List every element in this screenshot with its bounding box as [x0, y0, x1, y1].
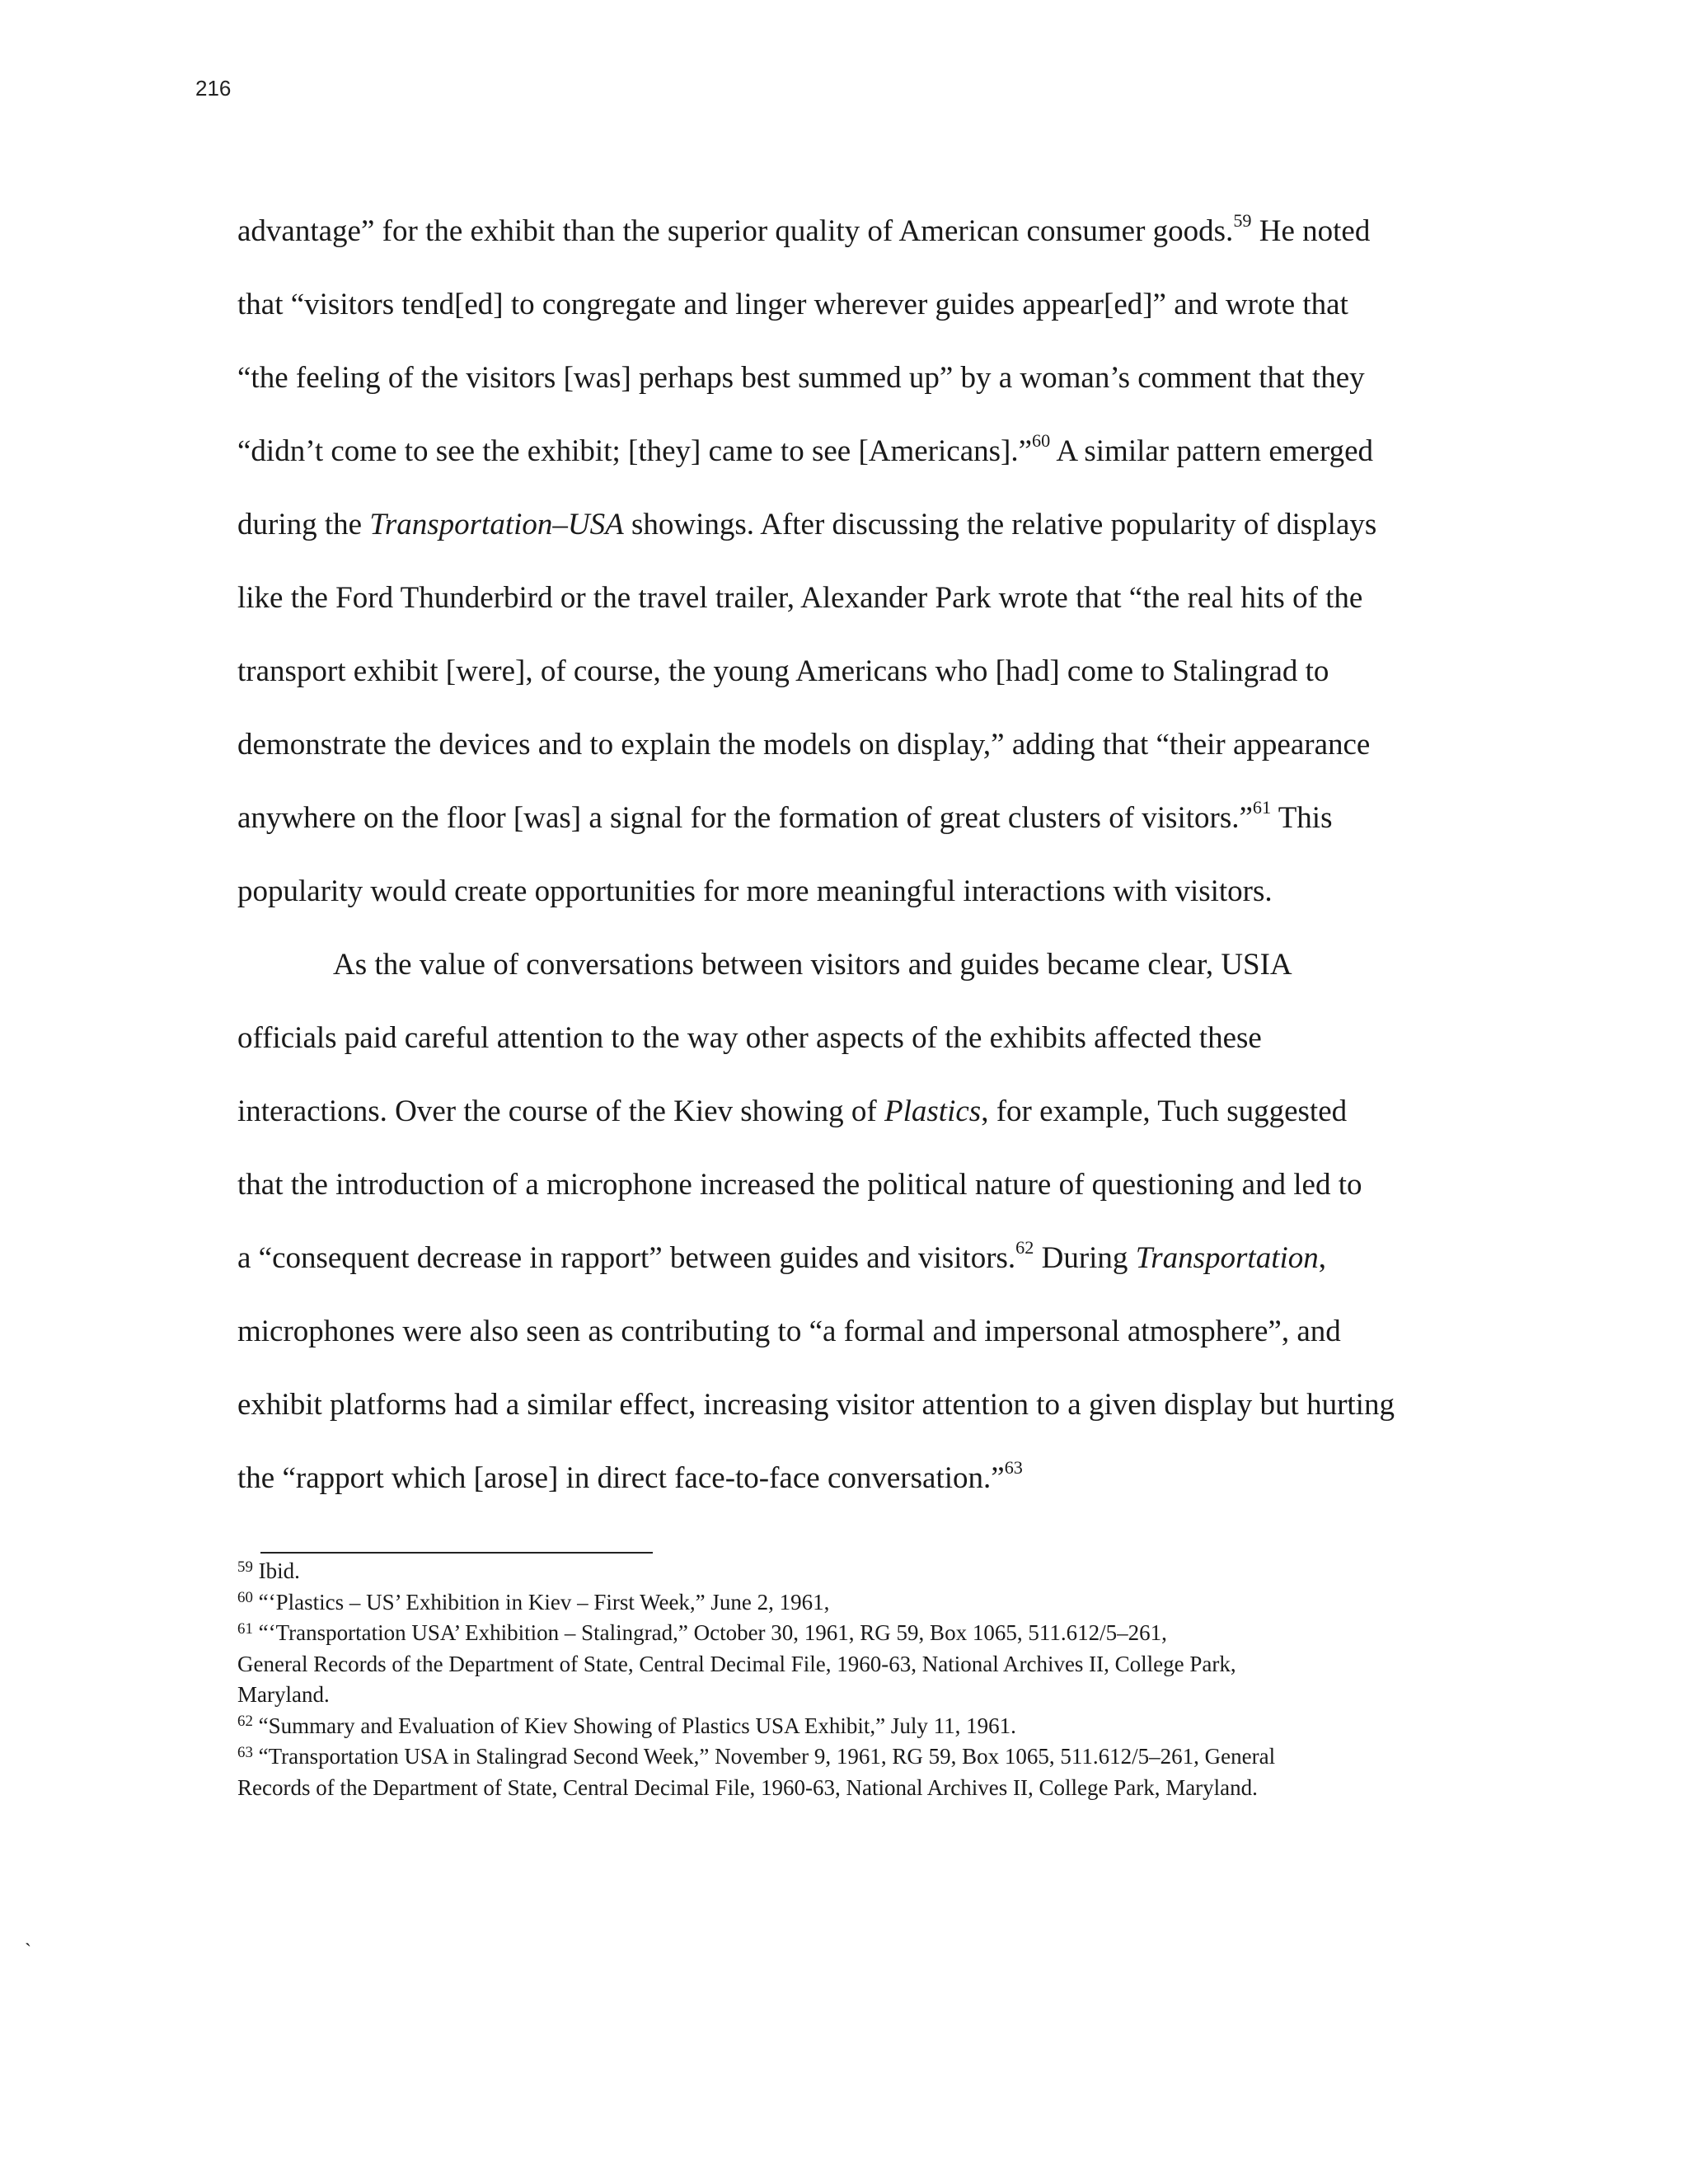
footnotes [237, 1556, 1449, 1803]
body-line [237, 488, 1449, 561]
footnote-line [237, 1711, 1449, 1742]
body-text [237, 194, 1449, 1515]
text-run: Ibid. [252, 1558, 300, 1583]
text-run: transport exhibit [were], of course, the young Americans who [had] come to Stalingrad to [237, 654, 1329, 688]
text-run: the “rapport which [arose] in direct face-to-face conversation.” [237, 1461, 1005, 1495]
text-run: , [1318, 1241, 1327, 1275]
text-run: As the value of conversations between visitors and guides became clear, USIA [333, 948, 1292, 982]
text-run: “Summary and Evaluation of Kiev Showing of Plastics USA Exhibit,” July 11, 1961. [252, 1713, 1016, 1738]
body-line [237, 1001, 1449, 1075]
body-line [237, 561, 1449, 635]
text-run: He noted [1251, 214, 1371, 248]
footnote-marker: 63 [237, 1743, 253, 1761]
footnote-line [237, 1618, 1449, 1649]
footnote-line [237, 1649, 1449, 1680]
body-line [237, 855, 1449, 928]
footnote-marker: 62 [237, 1713, 253, 1730]
body-line [237, 635, 1449, 708]
body-line [237, 1075, 1449, 1148]
body-line [237, 194, 1449, 268]
footnote-marker: 63 [1004, 1457, 1023, 1479]
text-run: Records of the Department of State, Central Decimal File, 1960-63, National Archives II, College Park, Maryland. [237, 1774, 1258, 1800]
footnote-line [237, 1773, 1449, 1804]
text-run: “didn’t come to see the exhibit; [they] came to see [Americans].” [237, 434, 1033, 468]
body-line [237, 415, 1449, 488]
footnote-marker: 61 [237, 1619, 253, 1638]
text-run: anywhere on the floor [was] a signal for the formation of great clusters of visitors.” [237, 801, 1253, 835]
italic-title: Transportation–USA [369, 508, 624, 541]
stray-mark: ` [25, 1941, 31, 1962]
body-line [237, 341, 1449, 415]
text-run: officials paid careful attention to the way other aspects of the exhibits affected these [237, 1021, 1262, 1055]
footnote-marker: 60 [237, 1589, 253, 1606]
body-line [237, 1295, 1449, 1368]
footnote-separator [260, 1552, 653, 1554]
footnote-marker: 60 [1032, 430, 1051, 452]
text-run: This [1271, 801, 1333, 835]
italic-title: Plastics [884, 1094, 982, 1128]
text-run: showings. After discussing the relative popularity of displays [623, 508, 1377, 541]
body-line [237, 1221, 1449, 1295]
body-line [237, 928, 1449, 1001]
text-run: microphones were also seen as contributing to “a formal and impersonal atmosphere”, and [237, 1315, 1341, 1348]
text-run: During [1034, 1241, 1136, 1275]
footnote-line [237, 1587, 1449, 1619]
body-line [237, 1148, 1449, 1221]
text-run: during the [237, 508, 370, 541]
footnote-marker: 61 [1252, 797, 1272, 818]
text-run: “‘Transportation USA’ Exhibition – Stalingrad,” October 30, 1961, RG 59, Box 1065, 511.612/5–261, [252, 1620, 1167, 1645]
body-line [237, 781, 1449, 855]
text-run: interactions. Over the course of the Kiev showing of [237, 1094, 885, 1128]
footnote-marker: 59 [1233, 210, 1252, 232]
footnote-line [237, 1556, 1449, 1587]
footnote-line [237, 1741, 1449, 1773]
text-run: that the introduction of a microphone increased the political nature of questioning and led to [237, 1168, 1362, 1202]
text-run: A similar pattern emerged [1050, 434, 1374, 468]
footnote-marker: 59 [237, 1558, 253, 1576]
text-run: Maryland. [237, 1682, 330, 1707]
body-line [237, 1441, 1449, 1515]
text-run: “Transportation USA in Stalingrad Second Week,” November 9, 1961, RG 59, Box 1065, 511.612/5–261, General [252, 1744, 1276, 1769]
body-line [237, 708, 1449, 781]
text-run: demonstrate the devices and to explain the models on display,” adding that “their appearance [237, 728, 1371, 762]
text-run: like the Ford Thunderbird or the travel trailer, Alexander Park wrote that “the real hits of the [237, 581, 1363, 615]
text-run: “the feeling of the visitors [was] perhaps best summed up” by a woman’s comment that they [237, 361, 1365, 395]
italic-title: Transportation [1135, 1241, 1319, 1275]
text-run: “‘Plastics – US’ Exhibition in Kiev – First Week,” June 2, 1961, [252, 1589, 830, 1615]
page-number: 216 [195, 76, 232, 101]
body-line [237, 268, 1449, 341]
text-run: popularity would create opportunities for more meaningful interactions with visitors. [237, 874, 1273, 908]
text-run: a “consequent decrease in rapport” between guides and visitors. [237, 1241, 1016, 1275]
text-run: that “visitors tend[ed] to congregate and linger wherever guides appear[ed]” and wrote that [237, 288, 1348, 321]
text-run: exhibit platforms had a similar effect, increasing visitor attention to a given display but hurting [237, 1388, 1395, 1422]
footnote-marker: 62 [1015, 1237, 1034, 1258]
text-run: General Records of the Department of State, Central Decimal File, 1960-63, National Archives II, College Park, [237, 1651, 1236, 1676]
footnote-line [237, 1680, 1449, 1711]
body-line [237, 1368, 1449, 1441]
text-run: advantage” for the exhibit than the superior quality of American consumer goods. [237, 214, 1234, 248]
text-run: , for example, Tuch suggested [981, 1094, 1348, 1128]
